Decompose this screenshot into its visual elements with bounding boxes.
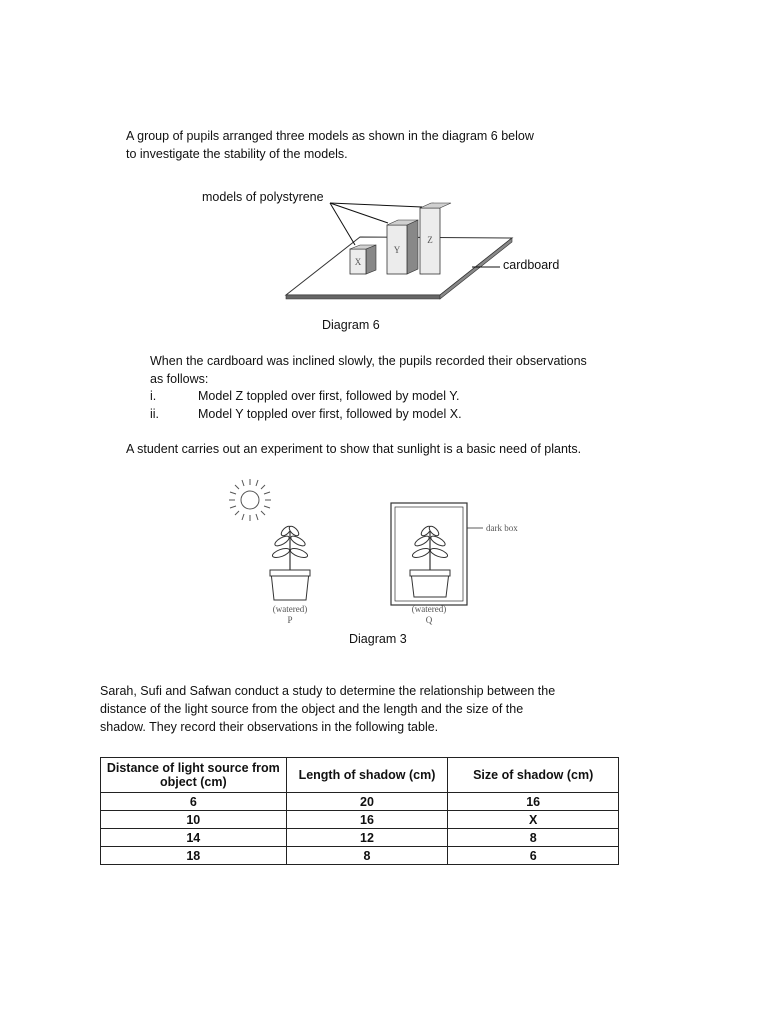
q1-intro-line-2: to investigate the stability of the models. (126, 147, 348, 161)
q3-line-1: Sarah, Sufi and Safwan conduct a study to determine the relationship between the (100, 684, 556, 698)
cardboard-label: cardboard (503, 258, 560, 272)
table-cell: 16 (286, 811, 448, 829)
table-cell: 6 (448, 847, 619, 865)
models-label: models of polystyrene (202, 190, 324, 204)
svg-text:(watered): (watered) (272, 604, 308, 614)
table-cell: 20 (286, 793, 448, 811)
header-size: Size of shadow (cm) (448, 758, 619, 793)
observation-list (150, 387, 462, 423)
table-cell: 6 (101, 793, 287, 811)
svg-text:Q: Q (425, 615, 433, 625)
diagram-3-caption: Diagram 3 (349, 632, 407, 646)
diagram-3-plants (220, 475, 560, 630)
svg-text:X: X (354, 257, 362, 267)
header-length: Length of shadow (cm) (286, 758, 448, 793)
model-y (387, 220, 418, 274)
svg-text:Y: Y (393, 245, 401, 255)
model-x (350, 245, 376, 274)
table-cell: 8 (286, 847, 448, 865)
observation-item: ii. Model Y toppled over first, followed by model X. (150, 407, 462, 421)
header-distance: Distance of light source from object (cm) (101, 758, 287, 793)
diagram-6-models (190, 185, 590, 310)
table-cell: 12 (286, 829, 448, 847)
svg-text:dark box: dark box (486, 523, 518, 533)
table-row (101, 811, 619, 829)
diagram-6-caption: Diagram 6 (322, 318, 380, 332)
q1-observation-intro-1: When the cardboard was inclined slowly, the pupils recorded their observations (150, 354, 587, 368)
svg-text:P: P (287, 615, 293, 625)
table-row (101, 829, 619, 847)
q3-line-2: distance of the light source from the object and the length and the size of the (100, 702, 524, 716)
svg-text:Z: Z (427, 235, 433, 245)
shadow-data-table (100, 757, 619, 865)
table-cell: 14 (101, 829, 287, 847)
table-cell: X (448, 811, 619, 829)
plant-q (410, 525, 450, 625)
svg-text:(watered): (watered) (411, 604, 447, 614)
table-row (101, 793, 619, 811)
q2-intro: A student carries out an experiment to show that sunlight is a basic need of plants. (126, 442, 582, 456)
q3-line-3: shadow. They record their observations in the following table. (100, 720, 439, 734)
dark-box (391, 503, 518, 605)
table-cell: 16 (448, 793, 619, 811)
q1-observation-intro-2: as follows: (150, 372, 209, 386)
table-row (101, 847, 619, 865)
sun-icon (229, 479, 271, 521)
table-cell: 18 (101, 847, 287, 865)
table-cell: 8 (448, 829, 619, 847)
q1-intro-line-1: A group of pupils arranged three models as shown in the diagram 6 below (126, 129, 534, 143)
table-header-row (101, 758, 619, 793)
plant-p (270, 525, 310, 625)
table-cell: 10 (101, 811, 287, 829)
observation-item: i. Model Z toppled over first, followed by model Y. (150, 389, 460, 403)
